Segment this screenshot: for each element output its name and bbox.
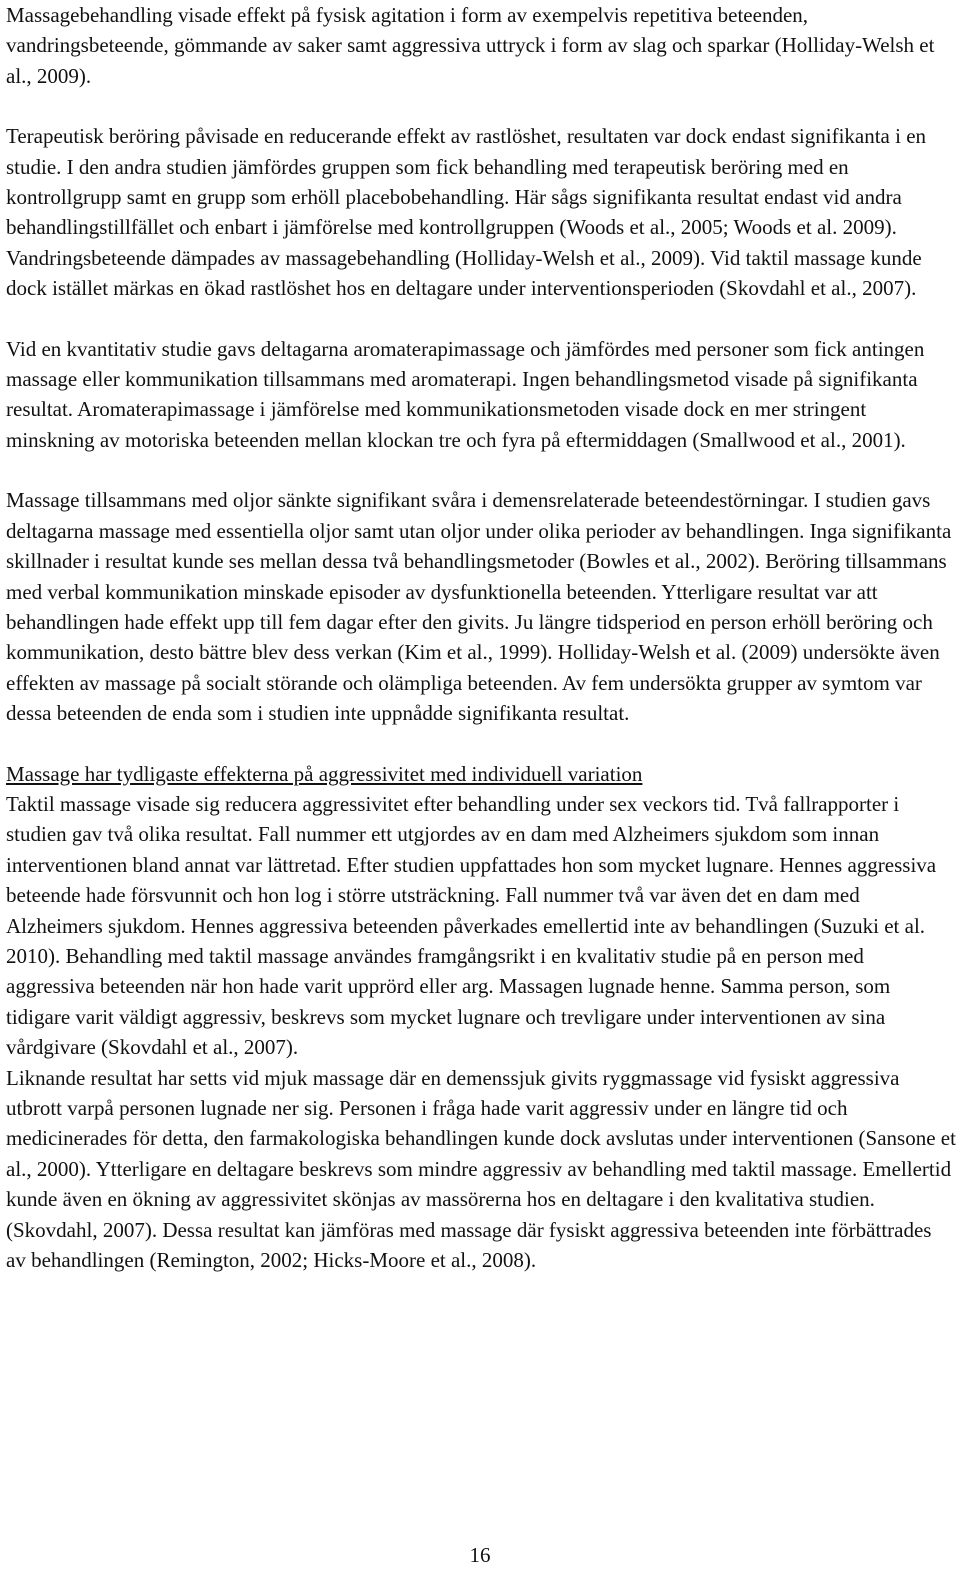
paragraph-3: Vid en kvantitativ studie gavs deltagarna aromaterapimassage och jämfördes med personer som fick antingen massage eller kommunikation tillsammans med aromaterapi. Ingen behandlingsmetod visade på signifikanta resultat. Aromaterapimassage i jämförelse med kommunikationsmetoden visade dock en mer stringent minskning av motoriska beteenden mellan klockan tre och fyra på eftermiddagen (Smallwood et al., 2001). bbox=[6, 336, 925, 452]
paragraph-2: Terapeutisk beröring påvisade en reducerande effekt av rastlöshet, resultaten var dock endast signifikanta i en studie. I den andra studien jämfördes gruppen som fick behandling med terapeutisk beröring med en kontrollgrupp samt en grupp som erhöll placebobehandling. Här sågs signifikanta resultat endast vid andra behandlingstillfället och enbart i jämförelse med kontrollgruppen (Woods et al., 2005; Woods et al. 2009). Vandringsbeteende dämpades av massagebehandling (Holliday-Welsh et al., 2009). Vid taktil massage kunde dock istället märkas en ökad rastlöshet hos en deltagare under interventionsperioden (Skovdahl et al., 2007). bbox=[6, 124, 927, 301]
paragraph-spacer bbox=[6, 304, 956, 334]
paragraph-spacer bbox=[6, 455, 956, 485]
paragraph-1: Massagebehandling visade effekt på fysisk agitation i form av exempelvis repetitiva beteenden, vandringsbeteende, gömmande av saker samt aggressiva uttryck i form av slag och sparkar (Holliday-Welsh et al., 2009). bbox=[6, 3, 935, 88]
paragraph-spacer bbox=[6, 729, 956, 759]
document-page bbox=[6, 0, 956, 1275]
paragraph-spacer bbox=[6, 91, 956, 121]
paragraph-5: Taktil massage visade sig reducera aggressivitet efter behandling under sex veckors tid. Två fallrapporter i studien gav två olika resultat. Fall nummer ett utgjordes av en dam med Alzheimers sjukdom som innan interventionen bland annat var lättretad. Efter studien uppfattades hon som mycket lugnare. Hennes aggressiva beteende hade försvunnit och hon log i större utsträckning. Fall nummer två var även det en dam med Alzheimers sjukdom. Hennes aggressiva beteenden påverkades emellertid inte av behandlingen (Suzuki et al. 2010). Behandling med taktil massage användes framgångsrikt i en kvalitativ studie på en person med aggressiva beteenden när hon hade varit upprörd eller arg. Massagen lugnade henne. Samma person, som tidigare varit väldigt aggressiv, beskrevs som mycket lugnare och trevligare under interventionen av sina vårdgivare (Skovdahl et al., 2007). bbox=[6, 791, 937, 1060]
paragraph-4: Massage tillsammans med oljor sänkte signifikant svåra i demensrelaterade beteendestörningar. I studien gavs deltagarna massage med essentiella oljor samt utan oljor under olika perioder av behandlingen. Inga signifikanta skillnader i resultat kunde ses mellan dessa två behandlingsmetoder (Bowles et al., 2002). Beröring tillsammans med verbal kommunikation minskade episoder av dysfunktionella beteenden. Ytterligare resultat var att behandlingen hade effekt upp till fem dagar efter den givits. Ju längre tidsperiod en person erhöll beröring och kommunikation, desto bättre blev dess verkan (Kim et al., 1999). Holliday-Welsh et al. (2009) undersökte även effekten av massage på socialt störande och olämpliga beteenden. Av fem undersökta grupper av symtom var dessa beteenden de enda som i studien inte uppnådde signifikanta resultat. bbox=[6, 488, 952, 726]
paragraph-6: Liknande resultat har setts vid mjuk massage där en demenssjuk givits ryggmassage vid fysiskt aggressiva utbrott varpå personen lugnade ner sig. Personen i fråga hade varit aggressiv under en längre tid och medicinerades för detta, den farmakologiska behandlingen kunde dock avslutas under interventionen (Sansone et al., 2000). Ytterligare en deltagare beskrevs som mindre aggressiv av behandling med taktil massage. Emellertid kunde även en ökning av aggressivitet skönjas av massörerna hos en deltagare i den kvalitativa studien. (Skovdahl, 2007). Dessa resultat kan jämföras med massage där fysiskt aggressiva beteenden inte förbättrades av behandlingen (Remington, 2002; Hicks-Moore et al., 2008). bbox=[6, 1065, 956, 1273]
page-number: 16 bbox=[469, 1543, 491, 1567]
section-heading: Massage har tydligaste effekterna på aggressivitet med individuell variation bbox=[6, 761, 643, 786]
